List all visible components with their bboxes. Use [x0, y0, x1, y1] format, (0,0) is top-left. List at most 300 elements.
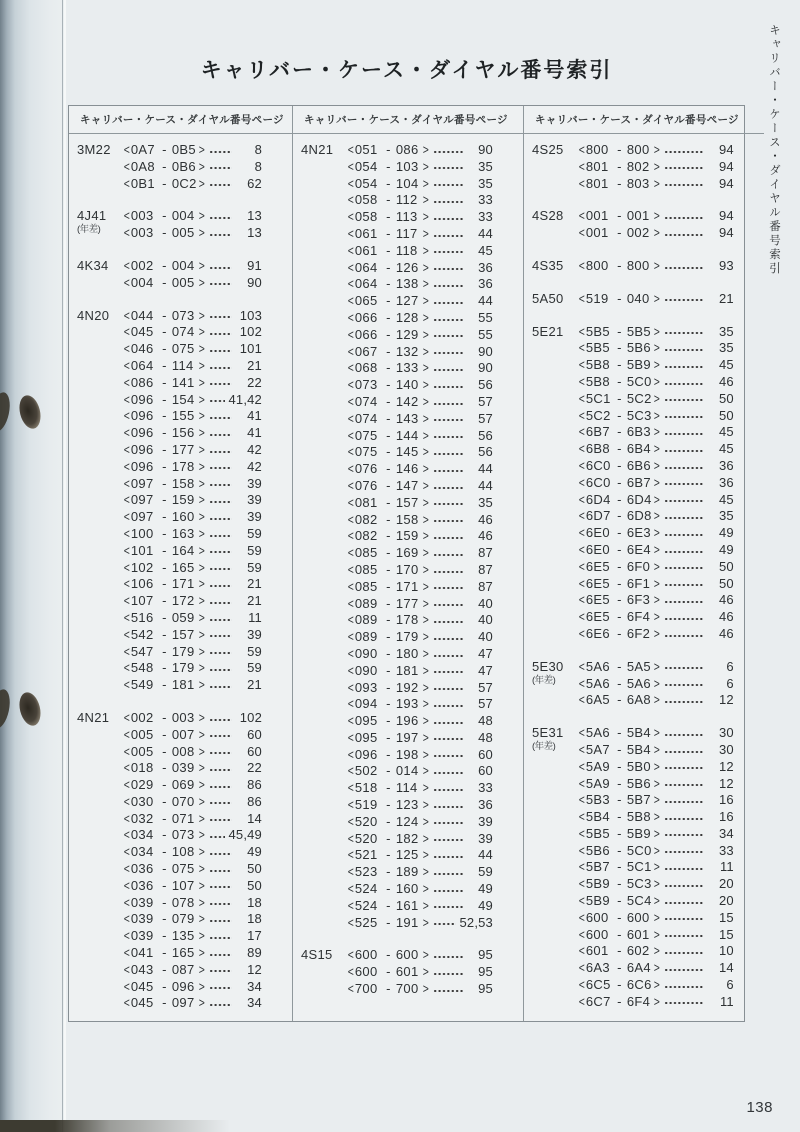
page-ref: 59 [247, 660, 262, 676]
range-separator: - [617, 474, 622, 490]
range-separator: - [617, 758, 622, 774]
dial-number: 002 [626, 225, 650, 241]
case-number: 6D7 [585, 508, 611, 524]
index-column-1 [69, 106, 292, 1021]
close-bracket: > [198, 961, 206, 977]
dot-leader [209, 265, 232, 271]
dot-leader [433, 586, 463, 592]
range-separator: - [617, 357, 622, 373]
case-number: 046 [130, 341, 154, 357]
open-bracket: < [347, 545, 355, 561]
range-separator: - [162, 576, 167, 592]
case-dial-range [347, 310, 430, 327]
open-bracket: < [578, 775, 586, 791]
open-bracket: < [123, 726, 131, 742]
dot-leader [433, 502, 463, 508]
page-ref: 16 [718, 809, 734, 825]
index-row [347, 310, 493, 327]
case-number: 800 [585, 257, 609, 273]
close-bracket: > [422, 410, 430, 426]
case-number: 5A6 [585, 658, 610, 674]
case-number: 502 [354, 763, 378, 779]
dot-leader [664, 482, 704, 488]
dot-leader [209, 166, 232, 172]
open-bracket: < [578, 977, 586, 993]
case-number: 039 [130, 911, 154, 927]
open-bracket: < [347, 494, 355, 510]
case-dial-range [123, 727, 206, 744]
dot-leader [209, 182, 232, 188]
caliber-group [532, 725, 734, 1011]
close-bracket: > [422, 629, 430, 645]
close-bracket: > [422, 377, 430, 393]
close-bracket: > [422, 612, 430, 628]
range-separator: - [386, 847, 391, 863]
case-number: 600 [354, 964, 378, 980]
page-title: キャリバー・ケース・ダイヤル番号索引 [200, 59, 613, 82]
case-dial-range [123, 341, 206, 358]
open-bracket: < [123, 643, 131, 659]
range-separator: - [386, 830, 391, 846]
case-dial-range [347, 696, 430, 713]
page-ref: 21 [247, 576, 262, 592]
close-bracket: > [422, 813, 430, 829]
case-dial-range [578, 927, 661, 944]
open-bracket: < [123, 492, 131, 508]
case-number: 106 [130, 576, 154, 592]
case-dial-range [123, 760, 206, 777]
range-separator: - [617, 859, 622, 875]
case-number: 045 [130, 995, 154, 1011]
case-dial-range [578, 843, 661, 860]
open-bracket: < [123, 525, 131, 541]
page-ref: 59 [478, 864, 493, 880]
open-bracket: < [347, 444, 355, 460]
page-ref: 56 [478, 377, 493, 393]
close-bracket: > [653, 909, 661, 925]
close-bracket: > [422, 981, 430, 997]
page-ref: 35 [718, 323, 734, 339]
dot-leader [433, 770, 463, 776]
page-ref: 44 [478, 225, 493, 241]
dot-leader [433, 552, 463, 558]
open-bracket: < [347, 780, 355, 796]
dial-number: 5A6 [626, 675, 651, 691]
index-row [123, 476, 262, 493]
dial-number: 126 [395, 259, 419, 275]
range-separator: - [162, 458, 167, 474]
index-row [578, 626, 734, 643]
page-ref: 12 [718, 775, 734, 791]
page-ref: 36 [718, 457, 734, 473]
dial-number: 160 [395, 881, 419, 897]
range-separator: - [386, 578, 391, 594]
case-dial-range [347, 512, 430, 529]
dial-number: 156 [171, 425, 195, 441]
case-number: 5B3 [585, 792, 610, 808]
dot-leader [209, 482, 232, 488]
range-separator: - [162, 928, 167, 944]
case-dial-range [123, 811, 206, 828]
index-row [123, 392, 262, 409]
page-ref: 94 [718, 208, 734, 224]
range-separator: - [617, 876, 622, 892]
case-dial-range [347, 293, 430, 310]
case-dial-range [347, 947, 430, 964]
case-dial-range [123, 878, 206, 895]
dial-number: 0B5 [171, 142, 196, 157]
dot-leader [209, 566, 232, 572]
dial-number: 103 [395, 158, 419, 174]
dot-leader [664, 182, 704, 188]
dial-number: 5C2 [626, 390, 652, 406]
index-row [123, 324, 262, 341]
range-separator: - [386, 461, 391, 477]
open-bracket: < [578, 893, 586, 909]
case-dial-range [347, 159, 430, 176]
index-row [123, 627, 262, 644]
dot-leader [209, 667, 232, 673]
dot-leader [209, 767, 232, 773]
index-row [123, 225, 262, 242]
range-separator: - [386, 612, 391, 628]
dial-number: 5B8 [626, 809, 651, 825]
dot-leader [209, 365, 232, 371]
case-dial-range [347, 528, 430, 545]
case-dial-range [578, 592, 661, 609]
dot-leader [433, 233, 463, 239]
dial-number: 157 [171, 626, 195, 642]
open-bracket: < [347, 847, 355, 863]
open-bracket: < [578, 658, 586, 674]
case-dial-range [347, 780, 430, 797]
open-bracket: < [578, 357, 586, 373]
caliber-code: 4S28 [532, 208, 564, 224]
case-dial-range [123, 844, 206, 861]
case-number: 064 [130, 357, 154, 373]
dot-leader [664, 1001, 704, 1007]
page-ref: 13 [247, 208, 262, 224]
page-ref: 59 [247, 559, 262, 575]
index-row [123, 911, 262, 928]
index-row [347, 260, 493, 277]
case-dial-range [123, 911, 206, 928]
close-bracket: > [422, 797, 430, 813]
index-row [578, 960, 734, 977]
case-number: 085 [354, 561, 378, 577]
open-bracket: < [347, 612, 355, 628]
index-row [123, 895, 262, 912]
open-bracket: < [123, 324, 131, 340]
open-bracket: < [578, 175, 586, 191]
case-dial-range [578, 258, 661, 275]
range-separator: - [162, 357, 167, 373]
index-row [578, 458, 734, 475]
page-ref: 87 [478, 545, 493, 561]
case-dial-range [578, 391, 661, 408]
close-bracket: > [198, 928, 206, 944]
dot-leader [209, 432, 232, 438]
case-dial-range [123, 928, 206, 945]
open-bracket: < [578, 225, 586, 241]
dot-leader [433, 988, 463, 994]
range-separator: - [386, 662, 391, 678]
dot-leader [664, 933, 704, 939]
dot-leader [664, 782, 704, 788]
page-ref: 60 [247, 726, 262, 742]
case-dial-range [123, 710, 206, 727]
case-number: 036 [130, 861, 154, 877]
open-bracket: < [347, 192, 355, 208]
index-row [123, 777, 262, 794]
index-row [347, 226, 493, 243]
open-bracket: < [123, 911, 131, 927]
index-row [347, 209, 493, 226]
page-ref: 44 [478, 293, 493, 309]
range-separator: - [162, 441, 167, 457]
dial-number: 113 [395, 209, 418, 225]
page-ref: 12 [718, 692, 734, 708]
index-row [347, 646, 493, 663]
dot-leader [664, 549, 704, 555]
index-row [347, 680, 493, 697]
page-ref: 15 [718, 909, 734, 925]
caliber-code: 4S35 [532, 257, 564, 273]
page-ref: 45 [718, 441, 734, 457]
dial-number: 6C6 [626, 977, 652, 993]
dial-number: 5B9 [626, 357, 651, 373]
open-bracket: < [347, 713, 355, 729]
caliber-group [532, 208, 734, 242]
caliber-code: 4S15 [301, 947, 333, 963]
dial-number: 108 [171, 844, 195, 860]
case-dial-range [123, 827, 206, 844]
case-dial-range [347, 226, 430, 243]
case-dial-range [123, 159, 206, 176]
case-dial-range [123, 644, 206, 661]
case-number: 0A7 [130, 142, 155, 157]
dial-number: 6B3 [626, 424, 651, 440]
page-ref: 50 [247, 877, 262, 893]
range-separator: - [617, 741, 622, 757]
open-bracket: < [578, 675, 586, 691]
dial-number: 124 [395, 813, 419, 829]
dial-number: 189 [395, 864, 419, 880]
index-row [347, 293, 493, 310]
dial-number: 178 [395, 612, 419, 628]
index-row [123, 861, 262, 878]
index-row [347, 797, 493, 814]
page-ref: 47 [478, 645, 493, 661]
range-separator: - [162, 726, 167, 742]
column-body [293, 134, 523, 1021]
case-dial-range [347, 327, 430, 344]
index-row [347, 831, 493, 848]
open-bracket: < [578, 208, 586, 224]
dial-number: 5C4 [626, 893, 652, 909]
page-ref: 22 [247, 374, 262, 390]
page-ref: 13 [247, 225, 262, 241]
dial-number: 096 [171, 978, 195, 994]
index-row [578, 927, 734, 944]
range-separator: - [386, 393, 391, 409]
index-row [123, 677, 262, 694]
index-row [123, 928, 262, 945]
close-bracket: > [198, 861, 206, 877]
dial-number: 6D4 [626, 491, 652, 507]
index-row [347, 864, 493, 881]
case-number: 5B5 [585, 323, 610, 339]
case-number: 5B5 [585, 340, 610, 356]
dot-leader [433, 283, 463, 289]
case-number: 082 [354, 511, 378, 527]
case-number: 6E5 [585, 609, 610, 625]
caliber-rows [123, 142, 262, 192]
dot-leader [664, 465, 704, 471]
case-number: 097 [130, 492, 154, 508]
case-number: 6E5 [585, 558, 610, 574]
dot-leader [664, 749, 704, 755]
case-dial-range [123, 375, 206, 392]
case-dial-range [578, 176, 661, 193]
range-separator: - [386, 964, 391, 980]
case-number: 085 [354, 578, 378, 594]
index-row [123, 744, 262, 761]
case-dial-range [123, 324, 206, 341]
index-row [578, 142, 734, 159]
page-ref: 60 [478, 746, 493, 762]
open-bracket: < [347, 881, 355, 897]
range-separator: - [162, 492, 167, 508]
case-dial-range [347, 964, 430, 981]
close-bracket: > [653, 290, 661, 306]
range-separator: - [386, 326, 391, 342]
close-bracket: > [653, 725, 661, 741]
dial-number: 075 [171, 861, 195, 877]
case-number: 065 [354, 293, 378, 309]
page-ref: 17 [247, 928, 262, 944]
case-number: 6C5 [585, 977, 611, 993]
page-ref: 21 [247, 677, 262, 693]
range-separator: - [386, 444, 391, 460]
case-number: 097 [130, 509, 154, 525]
close-bracket: > [653, 977, 661, 993]
case-dial-range [123, 492, 206, 509]
open-bracket: < [347, 461, 355, 477]
dial-number: 069 [171, 777, 195, 793]
dot-leader [209, 1002, 232, 1008]
page-crease-highlight [64, 0, 66, 1132]
close-bracket: > [653, 441, 661, 457]
case-number: 032 [130, 810, 154, 826]
open-bracket: < [123, 978, 131, 994]
index-row [123, 258, 262, 275]
dial-number: 179 [395, 629, 419, 645]
case-dial-range [578, 692, 661, 709]
page-ref: 20 [718, 876, 734, 892]
open-bracket: < [123, 441, 131, 457]
range-separator: - [162, 760, 167, 776]
range-separator: - [162, 158, 167, 174]
page-ref: 52,53 [459, 914, 493, 930]
close-bracket: > [198, 408, 206, 424]
dot-leader [664, 833, 704, 839]
case-number: 519 [354, 797, 378, 813]
open-bracket: < [347, 561, 355, 577]
page-ref: 11 [719, 993, 734, 1009]
close-bracket: > [653, 158, 661, 174]
dial-number: 802 [626, 158, 650, 174]
case-dial-range [347, 209, 430, 226]
dot-leader [664, 265, 704, 271]
open-bracket: < [578, 993, 586, 1009]
case-dial-range [347, 176, 430, 193]
close-bracket: > [422, 662, 430, 678]
range-separator: - [162, 844, 167, 860]
case-number: 004 [130, 274, 154, 290]
dial-number: 040 [626, 290, 650, 306]
dot-leader [433, 670, 463, 676]
range-separator: - [162, 911, 167, 927]
case-dial-range [578, 859, 661, 876]
dial-number: 5B9 [626, 825, 651, 841]
case-dial-range [578, 609, 661, 626]
case-number: 5C2 [585, 407, 611, 423]
close-bracket: > [653, 741, 661, 757]
open-bracket: < [123, 425, 131, 441]
page-ref: 103 [239, 307, 262, 323]
range-separator: - [617, 625, 622, 641]
dial-number: 191 [395, 914, 419, 930]
index-row [578, 609, 734, 626]
case-number: 096 [354, 746, 378, 762]
case-dial-range [123, 275, 206, 292]
column-header [69, 106, 292, 134]
dot-leader [664, 633, 704, 639]
case-number: 064 [354, 259, 378, 275]
case-dial-range [578, 357, 661, 374]
dial-number: 0B6 [171, 158, 196, 174]
open-bracket: < [578, 575, 586, 591]
close-bracket: > [198, 660, 206, 676]
range-separator: - [386, 477, 391, 493]
case-dial-range [578, 225, 661, 242]
column-header [293, 106, 523, 134]
caliber-code: 4N21 [77, 709, 110, 725]
case-dial-range [578, 876, 661, 893]
page-ref: 90 [247, 274, 262, 290]
case-number: 6B8 [585, 441, 610, 457]
index-row [123, 660, 262, 677]
close-bracket: > [198, 777, 206, 793]
caliber-rows [578, 725, 734, 1011]
caliber-group [77, 308, 262, 694]
case-dial-range [578, 291, 661, 308]
close-bracket: > [198, 827, 206, 843]
dial-number: 600 [395, 947, 419, 963]
case-number: 034 [130, 827, 154, 843]
case-number: 039 [130, 928, 154, 944]
index-row [578, 340, 734, 357]
dot-leader [664, 532, 704, 538]
close-bracket: > [653, 792, 661, 808]
close-bracket: > [653, 809, 661, 825]
index-row [578, 408, 734, 425]
dot-leader [209, 717, 232, 723]
page-ref: 45,49 [228, 827, 262, 843]
page-ref: 45 [718, 424, 734, 440]
dot-leader [433, 871, 463, 877]
